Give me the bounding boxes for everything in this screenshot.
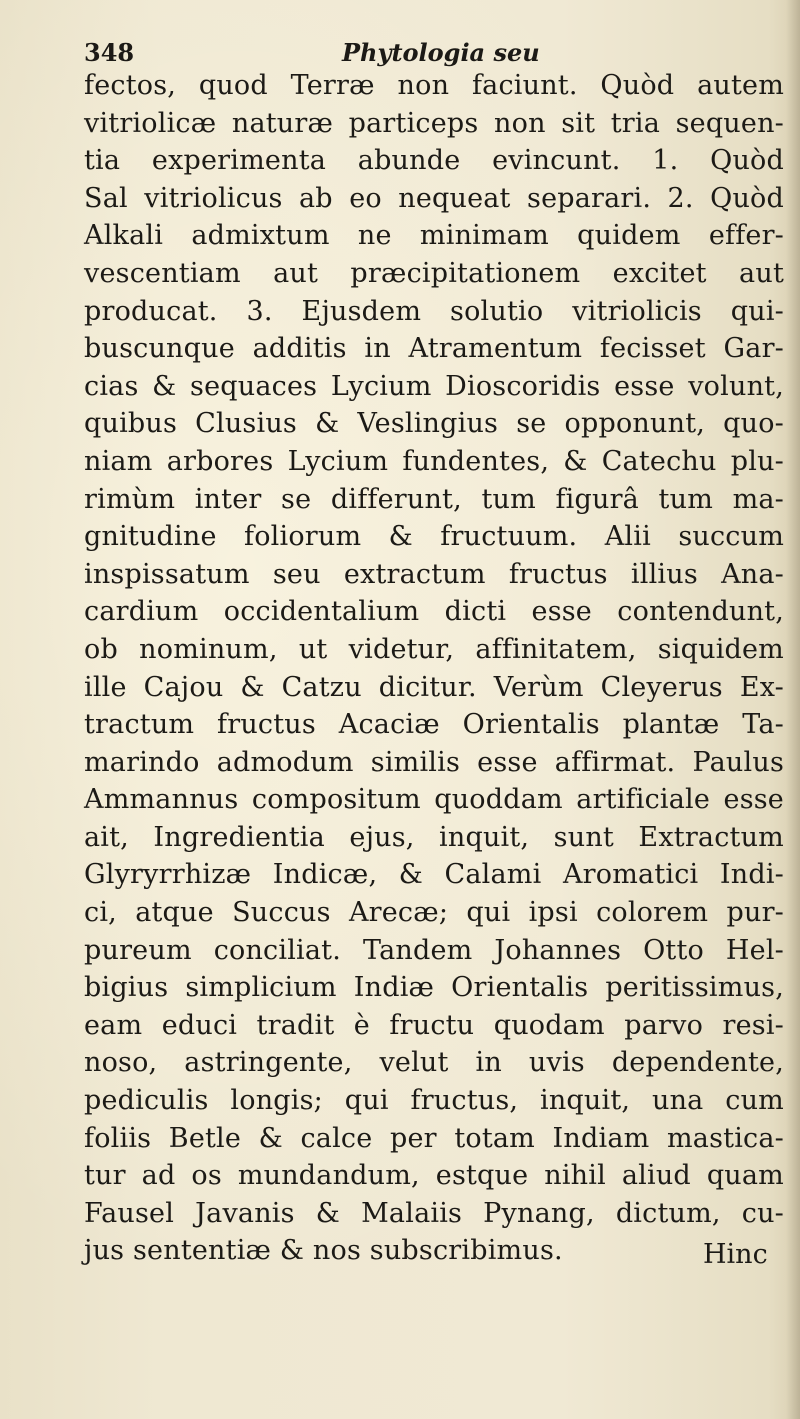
text-line: cias & sequaces Lycium Dioscoridis esse volunt,	[84, 370, 784, 402]
page-number: 348	[84, 38, 135, 67]
text-line: quibus Clusius & Veslingius se opponunt, quo-	[84, 408, 784, 440]
text-line: gnitudine foliorum & fructuum. Alii succum	[84, 521, 784, 553]
text-line: Alkali admixtum ne minimam quidem effer-	[84, 220, 784, 252]
catchword: Hinc	[703, 1239, 768, 1270]
text-line: Fausel Javanis & Malaiis Pynang, dictum, cu-	[84, 1197, 784, 1229]
text-line: ille Cajou & Catzu dicitur. Verùm Cleyerus Ex-	[84, 671, 784, 703]
text-line: fectos, quod Terræ non faciunt. Quòd autem	[84, 70, 784, 101]
text-line: rimùm inter se differunt, tum figurâ tum ma-	[84, 483, 784, 515]
text-line: ob nominum, ut videtur, affinitatem, siquidem	[84, 633, 784, 665]
text-line: noso, astringente, velut in uvis dependente,	[84, 1047, 784, 1079]
text-line: pediculis longis; qui fructus, inquit, una cum	[84, 1085, 784, 1117]
text-line: jus sententiæ & nos subscribimus.	[84, 1235, 563, 1267]
text-line: tractum fructus Acaciæ Orientalis plantæ Ta-	[84, 709, 784, 741]
page-edge-shadow	[786, 0, 800, 1419]
text-line: vitriolicæ naturæ particeps non sit tria sequen-	[84, 107, 784, 139]
text-line: Ammannus compositum quoddam artificiale esse	[84, 784, 784, 816]
body-text	[84, 67, 784, 1270]
text-line: marindo admodum similis esse affirmat. Paulus	[84, 746, 784, 778]
text-line: foliis Betle & calce per totam Indiam mastica-	[84, 1122, 784, 1154]
text-line: cardium occidentalium dicti esse contendunt,	[84, 596, 784, 628]
text-line: tia experimenta abunde evincunt. 1. Quòd	[84, 145, 784, 177]
text-line: vescentiam aut præcipitationem excitet aut	[84, 257, 784, 289]
page-header	[84, 38, 774, 68]
text-line: eam educi tradit è fructu quodam parvo resi-	[84, 1009, 784, 1041]
text-line: ci, atque Succus Arecæ; qui ipsi colorem pur-	[84, 897, 784, 929]
text-line: Glyryrrhizæ Indicæ, & Calami Aromatici Indi-	[84, 859, 784, 891]
text-line: niam arbores Lycium fundentes, & Catechu plu-	[84, 445, 784, 477]
text-line: Sal vitriolicus ab eo nequeat separari. 2. Quòd	[84, 182, 784, 214]
running-title: Phytologia seu	[342, 38, 540, 67]
text-line: ait, Ingredientia ejus, inquit, sunt Extractum	[84, 821, 784, 853]
text-line: tur ad os mundandum, estque nihil aliud quam	[84, 1160, 784, 1192]
text-line: inspissatum seu extractum fructus illius Ana-	[84, 558, 784, 590]
text-line: buscunque additis in Atramentum fecisset Gar-	[84, 333, 784, 365]
text-line: producat. 3. Ejusdem solutio vitriolicis qui-	[84, 295, 784, 327]
text-line: bigius simplicium Indiæ Orientalis peritissimus,	[84, 972, 784, 1004]
text-line: pureum conciliat. Tandem Johannes Otto Hel-	[84, 934, 784, 966]
